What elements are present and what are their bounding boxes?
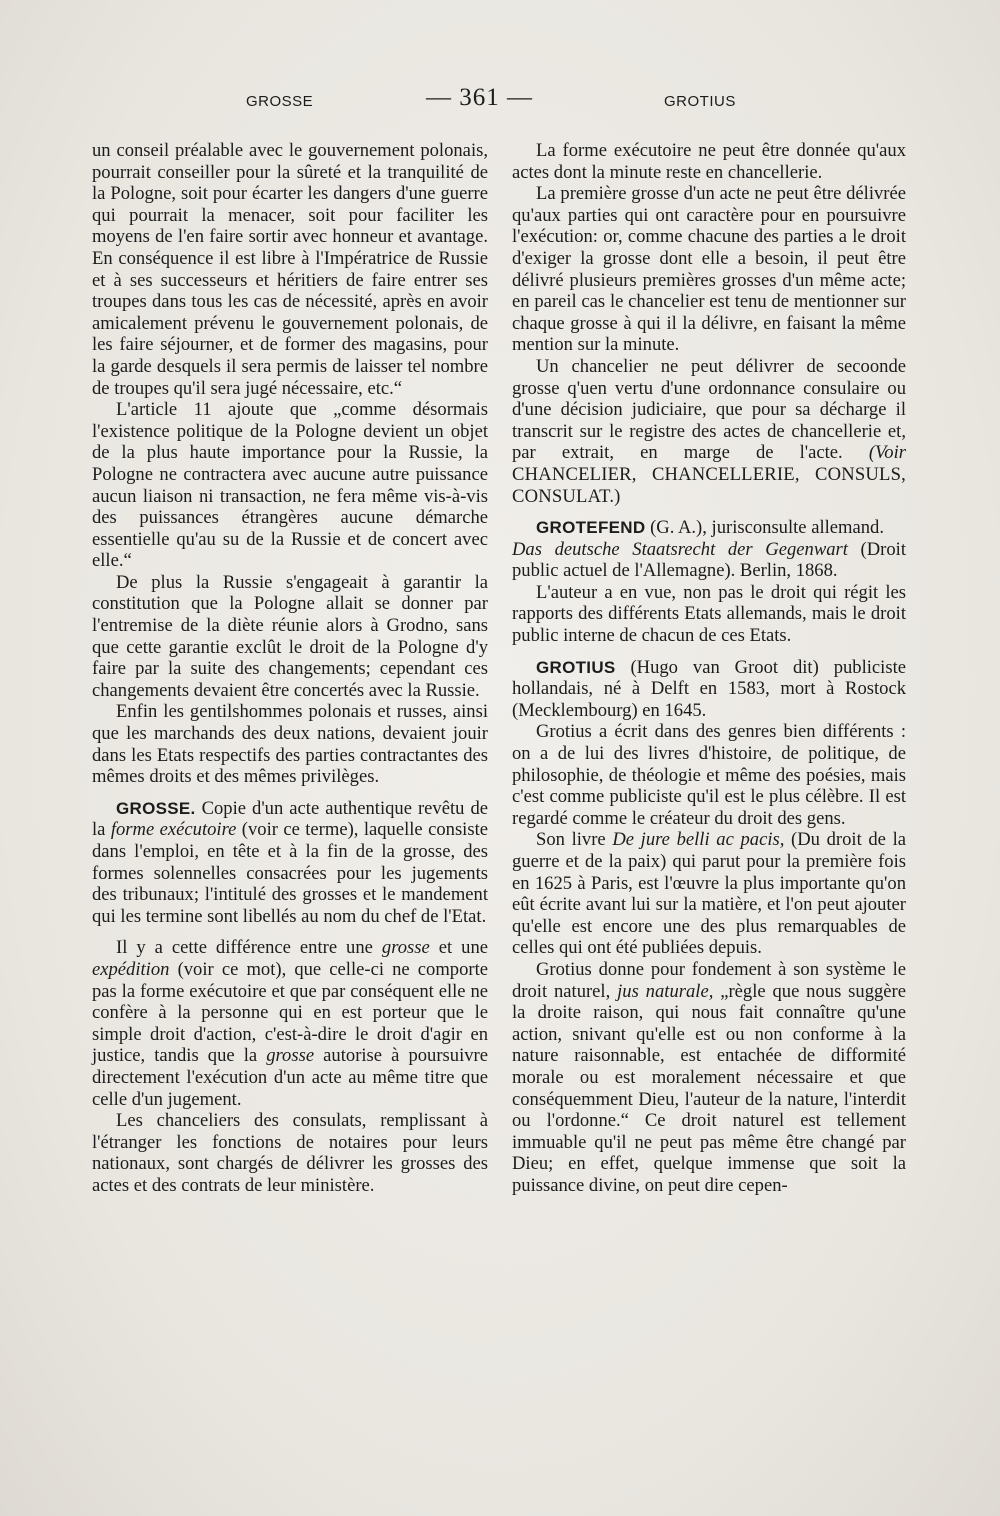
page-number: — 361 — <box>426 84 533 111</box>
paragraph: La première grosse d'un acte ne peut être délivrée qu'aux parties qui ont caractère pour en poursuivre l'exécution: or, comme chacune des parties a le droit d'exiger la grosse dont elle a besoin, il peut être délivré plusieurs premières grosses d'un même acte; en pareil cas le chancelier est tenu de mentionner sur chaque grosse à qui il la délivre, en faisant la même mention sur la minute. <box>512 183 906 356</box>
paragraph <box>512 539 906 582</box>
text-run: „règle que nous suggère la droite raison, qui nous fait connaître qu'une action, snivant qu'elle est ou non conforme à la nature raisonnable, est entachée de difformité morale ou est moralement nécessaire et que conséquemment Dieu, l'auteur de la nature, l'interdit ou l'ordonne.“ Ce droit naturel est tellement immuable qu'il ne peut pas même être changé par Dieu; en effet, quelque immense que soit la puissance divine, on peut dire cepen- <box>512 980 906 1196</box>
paragraph: un conseil préalable avec le gouvernement polonais, pourrait conseiller pour la sûreté et la tranquilité de la Pologne, soit pour écarter les dangers d'une guerre qui pourrait la menacer, soit pour faciliter les moyens de l'en faire sortir avec honneur et avantage. En conséquence il est libre à l'Impératrice de Russie et à ses successeurs et héritiers de faire entrer ses troupes dans tous les cas de nécessité, après en avoir amicalement prévenu le gouvernement polonais, de les faire séjourner, et de former des magasins, pour la garde desquels il sera permis de laisser tel nombre de troupes qu'il sera jugé nécessaire, etc.“ <box>92 140 488 399</box>
entry-grotius <box>512 657 906 722</box>
paragraph: Enfin les gentilshommes polonais et russes, ainsi que les marchands des deux nations, devaient jouir dans les Etats respectifs des parties contractantes des mêmes droits et des mêmes privilèges. <box>92 701 488 788</box>
italic-run: (Voir <box>868 442 906 464</box>
italic-run: Das deutsche Staatsrecht der Gegenwart <box>512 538 848 560</box>
header-right-word: GROTIUS <box>664 93 736 110</box>
italic-run: forme exécutoire <box>110 819 237 841</box>
text-run: Grotius donne pour fondement à son système le droit naturel, <box>512 958 906 1002</box>
text-run: (Droit public actuel de l'Allemagne). Berlin, 1868. <box>512 538 906 582</box>
paragraph: Les chanceliers des consulats, remplissant à l'étranger les fonctions de notaires pour leurs nationaux, sont chargés de délivrer les grosses des actes et des contrats de leur ministère. <box>92 1110 488 1196</box>
headword-grotefend: GROTEFEND <box>536 518 646 538</box>
text-run: Son livre <box>536 829 613 851</box>
text-run: et une <box>429 937 488 959</box>
paragraph: La forme exécutoire ne peut être donnée qu'aux actes dont la minute reste en chancellerie. <box>512 140 906 183</box>
paragraph: De plus la Russie s'engageait à garantir la constitution que la Pologne allait se donner par l'entremise de la diète réunie alors à Grodno, sans que cette garantie exclût le droit de la Pologne d'y faire par la suite des changements; cependant ces changements devaient être concertés avec la Russie. <box>92 571 488 701</box>
paragraph: L'article 11 ajoute que „comme désormais l'existence politique de la Pologne devient un objet de la plus haute importance pour la Russie, la Pologne ne contractera avec aucune autre puissance aucun liaison ni transaction, ne fera même vis-à-vis des puissances étrangères aucune démarche essentielle qu'au su de la Russie et de concert avec elle.“ <box>92 399 488 572</box>
text-run: (voir ce terme), laquelle consiste dans l'emploi, en tête et à la fin de la grosse, des formes solennelles consacrées pour les jugements des tribunaux; l'intitulé des grosses et le mandement qui les termine sont libellés au nom du chef de l'Etat. <box>92 819 489 927</box>
running-header <box>0 84 1000 118</box>
italic-run: jus naturale, <box>617 980 714 1002</box>
text-run: autorise à poursuivre directement l'exécution d'un acte au même titre que celle d'un jugement. <box>92 1045 488 1110</box>
italic-run: grosse <box>381 937 430 959</box>
paragraph <box>512 829 906 959</box>
headword-grosse: GROSSE. <box>116 798 196 818</box>
headword-grotius: GROTIUS <box>536 657 616 677</box>
entry-grotefend <box>512 517 906 539</box>
paragraph <box>512 959 906 1197</box>
text-run: CHANCELIER, CHANCELLERIE, CONSULS, CONSULAT.) <box>512 463 906 507</box>
text-run: Il y a cette différence entre une <box>116 937 382 959</box>
text-run: (G. A.), jurisconsulte allemand. <box>645 517 885 539</box>
paragraph <box>512 356 906 507</box>
italic-run: grosse <box>266 1045 315 1067</box>
text-run: Copie d'un acte authentique revêtu de la <box>92 797 488 841</box>
text-run: (voir ce mot), que celle-ci ne comporte pas la forme exécutoire et que par conséquent elle ne confère à la personne qui en est porteur que le simple droit d'action, c'est-à-dire le droit d'agir en justice, tandis que la <box>92 958 488 1067</box>
left-column <box>92 140 488 1197</box>
italic-run: De jure belli ac pacis, <box>612 829 785 851</box>
text-run: (Hugo van Groot dit) publiciste hollandais, né à Delft en 1583, mort à Rostock (Mecklembourg) en 1645. <box>512 656 906 721</box>
entry-grosse <box>92 798 488 928</box>
paragraph: Grotius a écrit dans des genres bien différents : on a de lui des livres d'histoire, de politique, de philosophie, de théologie et même des poésies, mais c'est comme publiciste qu'il est le plus célèbre. Il est regardé comme le créateur du droit des gens. <box>512 721 906 829</box>
paragraph <box>92 937 488 1110</box>
text-run: Un chancelier ne peut délivrer de secoonde grosse q'uen vertu d'une ordonnance consulaire ou d'une décision judiciaire, que pour sa décharge il transcrit sur le registre des actes de chancellerie et, par extrait, en marge de l'acte. <box>512 355 906 464</box>
header-left-word: GROSSE <box>246 93 314 110</box>
italic-run: expédition <box>92 958 170 980</box>
paragraph: L'auteur a en vue, non pas le droit qui régit les rapports des différents Etats allemands, mais le droit public interne de chacun de ces Etats. <box>512 581 906 647</box>
text-run: (Du droit de la guerre et de la paix) qui parut pour la première fois en 1625 à Paris, est l'œuvre la plus importante qu'on eût écrite avant lui sur la matière, et l'on peut ajouter qu'elle est encore une des plus remarquables de celles qui ont été publiées depuis. <box>512 829 907 959</box>
right-column <box>512 140 906 1197</box>
